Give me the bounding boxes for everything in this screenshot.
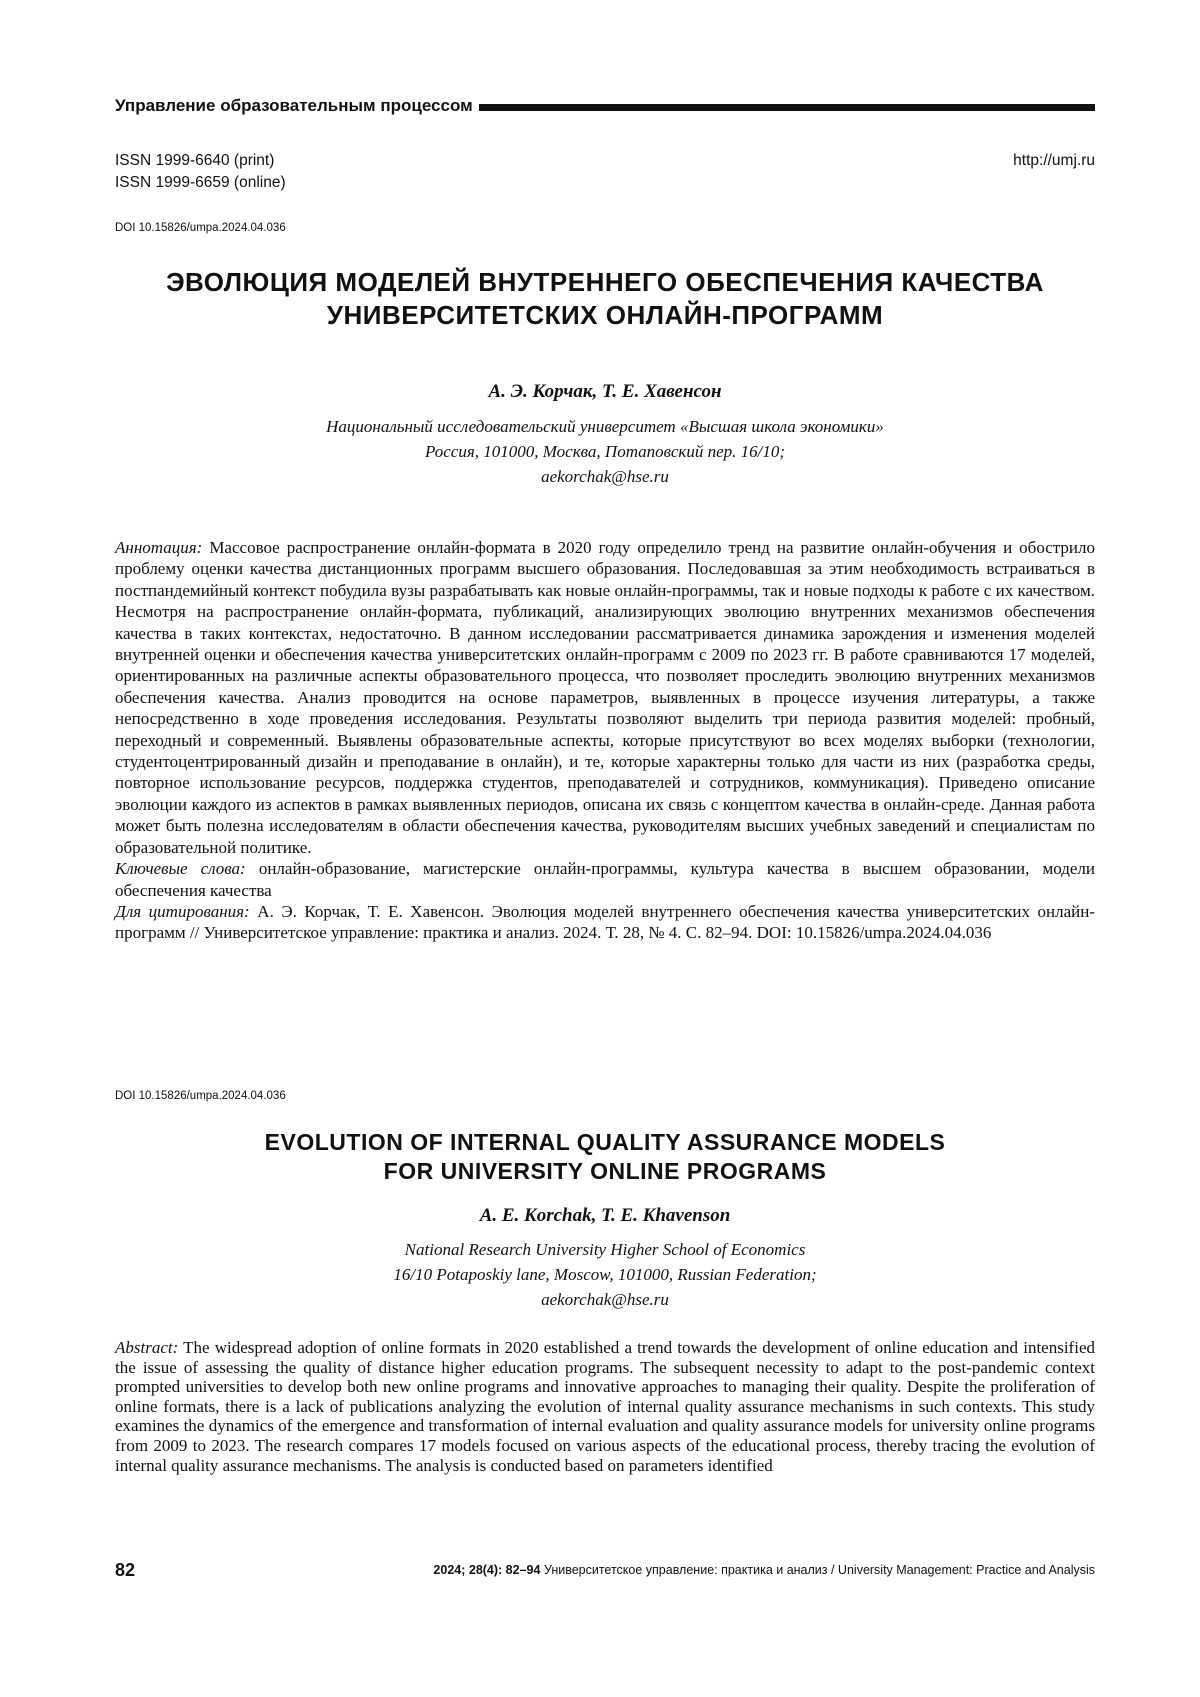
keywords-ru-label: Ключевые слова:: [115, 859, 246, 879]
affiliation-en-name: National Research University Higher School of Economics: [404, 1240, 806, 1259]
affiliation-ru-name: Национальный исследовательский университет «Высшая школа экономики»: [326, 417, 884, 436]
affiliation-ru-address: Россия, 101000, Москва, Потаповский пер. 16/10;: [424, 442, 786, 461]
title-en-line1: EVOLUTION OF INTERNAL QUALITY ASSURANCE MODELS: [264, 1129, 946, 1155]
abstract-en-block: [115, 1338, 1095, 1475]
abstract-ru: [115, 537, 1095, 858]
citation-ru-label: Для цитирования:: [115, 901, 250, 921]
footer-journal-info: [433, 1563, 1095, 1577]
affiliation-ru-email: aekorchak@hse.ru: [541, 467, 669, 486]
title-en-line2: FOR UNIVERSITY ONLINE PROGRAMS: [383, 1158, 827, 1184]
footer-journal-name: Университетское управление: практика и анализ / University Management: Practice and Analysis: [543, 1563, 1095, 1577]
header-rule: [479, 104, 1095, 111]
running-header: [115, 94, 1095, 118]
issn-online: ISSN 1999-6659 (online): [115, 174, 286, 191]
footer-volume: 2024; 28(4): 82–94: [433, 1563, 541, 1577]
affiliation-en-address: 16/10 Potaposkiy lane, Moscow, 101000, Russian Federation;: [393, 1265, 817, 1284]
citation-ru: [115, 901, 1095, 944]
affiliation-en-email: aekorchak@hse.ru: [541, 1290, 669, 1309]
authors-en: A. E. Korchak, T. E. Khavenson: [479, 1205, 731, 1226]
journal-website-link[interactable]: http://umj.ru: [1013, 152, 1095, 169]
citation-ru-text: А. Э. Корчак, Т. Е. Хавенсон. Эволюция моделей внутреннего обеспечения качества университетских онлайн-программ // Университетское управление: практика и анализ. 2024. Т. 28, № 4. С. 82–94. DOI: 10.15826/umpa.2024.04.036: [115, 901, 1096, 943]
issn-print: ISSN 1999-6640 (print): [115, 152, 275, 169]
abstract-en-label: Abstract:: [115, 1338, 179, 1357]
doi-ru: DOI 10.15826/umpa.2024.04.036: [115, 222, 286, 234]
affiliation-en: [115, 1237, 1095, 1312]
abstract-ru-text: Массовое распространение онлайн-формата в 2020 году определило тренд на развитие онлайн-обучения и обострило проблему оценки качества дистанционных программ высшего образования. Последовавшая за этим необходимость встраиваться в постпандемийный контекст побудила вузы разрабатывать как новые онлайн-программы, так и новые подходы к работе с их качеством. Несмотря на распространение онлайн-формата, публикаций, анализирующих эволюцию внутренних механизмов обеспечения качества в таких контекстах, недостаточно. В данном исследовании рассматривается динамика зарождения и изменения моделей внутренней оценки и обеспечения качества университетских онлайн-программ с 2009 по 2023 гг. В работе сравниваются 17 моделей, ориентированных на различные аспекты образовательного процесса, что позволяет проследить эволюцию внутренних механизмов обеспечения качества. Анализ проводится на основе параметров, выявленных в процессе изучения литературы, а также непосредственно в ходе проведения исследования. Результаты позволяют выделить три периода развития моделей: пробный, переходный и современный. Выявлены образовательные аспекты, которые присутствуют во всех моделях выборки (технологии, студентоцентрированный дизайн и преподавание в онлайн), и те, которые характерны только для части из них (разработка среды, повторное использование ресурсов, поддержка студентов, преподавателей и сотрудников, коммуникация). Приведено описание эволюции каждого из аспектов в рамках выявленных периодов, описана их связь с концептом качества в онлайн-среде. Данная работа может быть полезна исследователям в области обеспечения качества, руководителям высших учебных заведений и специалистам по образовательной политике.: [115, 538, 1096, 857]
issn-block: [115, 150, 286, 194]
abstract-en: [115, 1338, 1095, 1475]
keywords-ru: [115, 858, 1095, 901]
section-label: Управление образовательным процессом: [115, 96, 473, 115]
page-number: 82: [115, 1560, 136, 1580]
keywords-ru-text: онлайн-образование, магистерские онлайн-программы, культура качества в высшем образовании, модели обеспечения качества: [115, 859, 1096, 900]
title-ru-line1: ЭВОЛЮЦИЯ МОДЕЛЕЙ ВНУТРЕННЕГО ОБЕСПЕЧЕНИЯ КАЧЕСТВА: [166, 267, 1044, 297]
title-en: [115, 1128, 1095, 1186]
abstract-ru-label: Аннотация:: [115, 538, 203, 557]
abstract-ru-block: [115, 537, 1095, 944]
affiliation-ru: [115, 414, 1095, 489]
title-ru: [115, 266, 1095, 332]
authors-ru: А. Э. Корчак, Т. Е. Хавенсон: [488, 381, 722, 402]
abstract-en-text: The widespread adoption of online formats in 2020 established a trend towards the development of online education and intensified the issue of assessing the quality of distance higher education programs. The subsequent necessity to adapt to the post-pandemic context prompted universities to develop both new online programs and innovative approaches to managing their quality. Despite the proliferation of online formats, there is a lack of publications analyzing the evolution of internal quality assurance mechanisms in such contexts. This study examines the dynamics of the emergence and transformation of internal evaluation and quality assurance models for university online programs from 2009 to 2023. The research compares 17 models focused on various aspects of the educational process, thereby tracing the evolution of internal quality assurance mechanisms. The analysis is conducted based on parameters identified: [115, 1338, 1095, 1475]
title-ru-line2: УНИВЕРСИТЕТСКИХ ОНЛАЙН-ПРОГРАММ: [326, 300, 884, 330]
doi-en: DOI 10.15826/umpa.2024.04.036: [115, 1090, 286, 1102]
